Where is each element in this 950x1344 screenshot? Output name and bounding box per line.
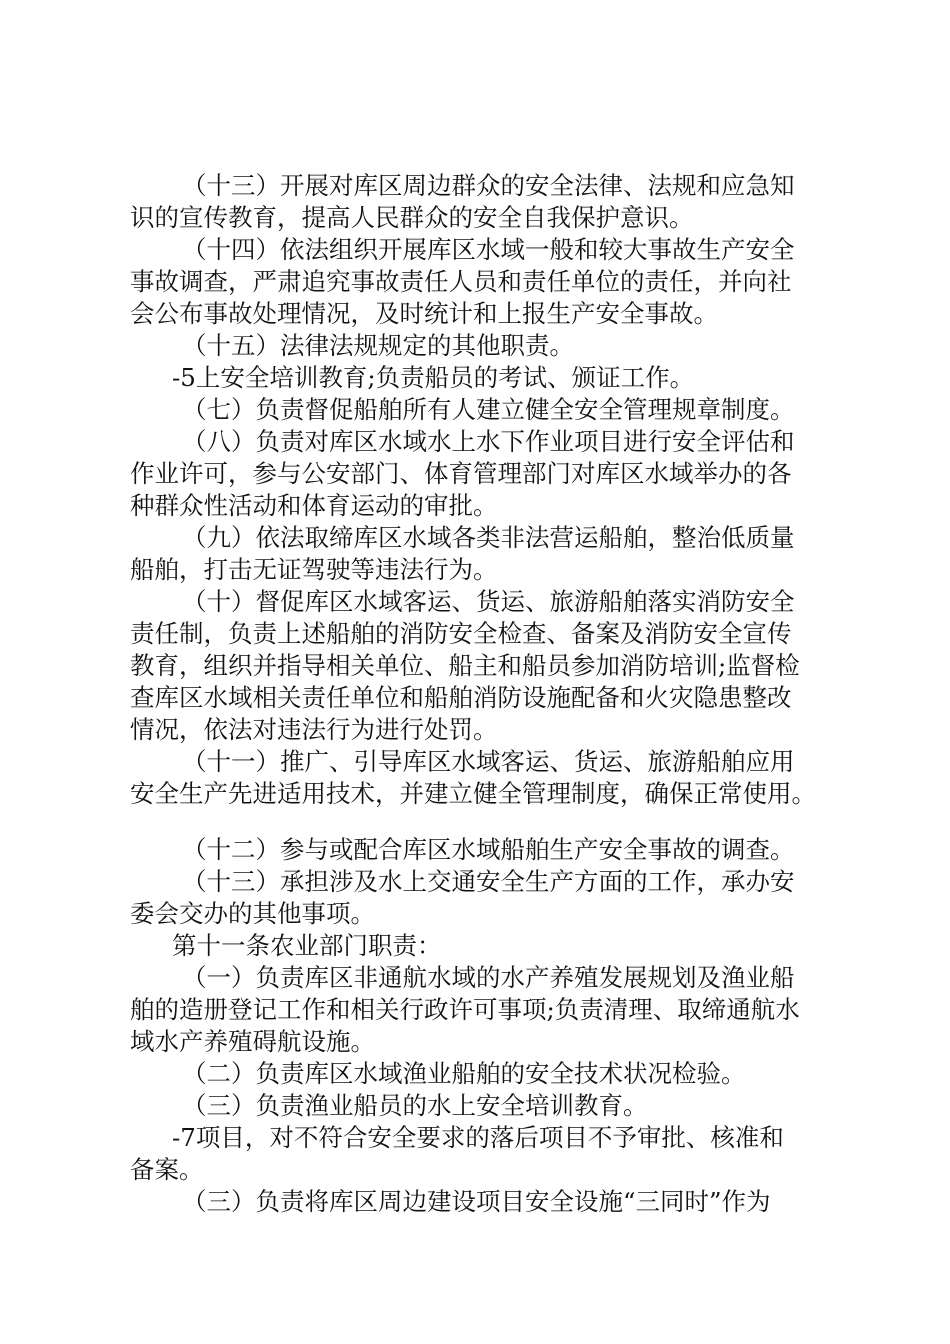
paragraph-line: （十三）承担涉及水上交通安全生产方面的工作，承办安 bbox=[182, 867, 795, 896]
paragraph-line: （十四）依法组织开展库区水域一般和较大事故生产安全 bbox=[182, 235, 795, 264]
paragraph-line: 情况，依法对违法行为进行处罚。 bbox=[130, 715, 498, 744]
paragraph-line: -5上安全培训教育;负责船员的考试、颁证工作。 bbox=[172, 363, 695, 392]
paragraph-line: 安全生产先进适用技术，并建立健全管理制度，确保正常使用。 bbox=[130, 779, 816, 808]
paragraph-line: （十三）开展对库区周边群众的安全法律、法规和应急知 bbox=[182, 171, 795, 200]
paragraph-line: 第十一条农业部门职责： bbox=[172, 931, 442, 960]
paragraph-line: 舶的造册登记工作和相关行政许可事项;负责清理、取缔通航水 bbox=[130, 995, 800, 1024]
paragraph-line: 事故调查，严肃追究事故责任人员和责任单位的责任，并向社 bbox=[130, 267, 792, 296]
document-body bbox=[130, 170, 845, 1218]
paragraph-line: 委会交办的其他事项。 bbox=[130, 899, 375, 928]
paragraph-line: 域水产养殖碍航设施。 bbox=[130, 1027, 375, 1056]
paragraph-line: （十五）法律法规规定的其他职责。 bbox=[182, 331, 574, 360]
paragraph-line: 种群众性活动和体育运动的审批。 bbox=[130, 491, 498, 520]
paragraph-line: （一）负责库区非通航水域的水产养殖发展规划及渔业船 bbox=[182, 963, 795, 992]
paragraph-gap bbox=[130, 810, 845, 834]
paragraph-line: （九）依法取缔库区水域各类非法营运船舶，整治低质量 bbox=[182, 523, 795, 552]
paragraph-line: 船舶，打击无证驾驶等违法行为。 bbox=[130, 555, 498, 584]
paragraph-line: 会公布事故处理情况，及时统计和上报生产安全事故。 bbox=[130, 299, 718, 328]
paragraph-line: 作业许可，参与公安部门、体育管理部门对库区水域举办的各 bbox=[130, 459, 792, 488]
paragraph-line: 查库区水域相关责任单位和船舶消防设施配备和火灾隐患整改 bbox=[130, 683, 792, 712]
paragraph-line: 教育，组织并指导相关单位、船主和船员参加消防培训;监督检 bbox=[130, 651, 800, 680]
paragraph-line: -7项目，对不符合安全要求的落后项目不予审批、核准和 bbox=[172, 1123, 784, 1152]
paragraph-line: （八）负责对库区水域水上水下作业项目进行安全评估和 bbox=[182, 427, 795, 456]
paragraph-line: 识的宣传教育，提高人民群众的安全自我保护意识。 bbox=[130, 203, 694, 232]
paragraph-line: 责任制，负责上述船舶的消防安全检查、备案及消防安全宣传 bbox=[130, 619, 792, 648]
paragraph-line: （三）负责将库区周边建设项目安全设施“三同时”作为 bbox=[182, 1187, 771, 1216]
paragraph-line: （十）督促库区水域客运、货运、旅游船舶落实消防安全 bbox=[182, 587, 795, 616]
paragraph-line: （十一）推广、引导库区水域客运、货运、旅游船舶应用 bbox=[182, 747, 795, 776]
paragraph-line: （二）负责库区水域渔业船舶的安全技术状况检验。 bbox=[182, 1059, 746, 1088]
paragraph-line: 备案。 bbox=[130, 1155, 204, 1184]
paragraph-line: （十二）参与或配合库区水域船舶生产安全事故的调查。 bbox=[182, 835, 795, 864]
paragraph-line: （三）负责渔业船员的水上安全培训教育。 bbox=[182, 1091, 648, 1120]
paragraph-line: （七）负责督促船舶所有人建立健全安全管理规章制度。 bbox=[182, 395, 795, 424]
